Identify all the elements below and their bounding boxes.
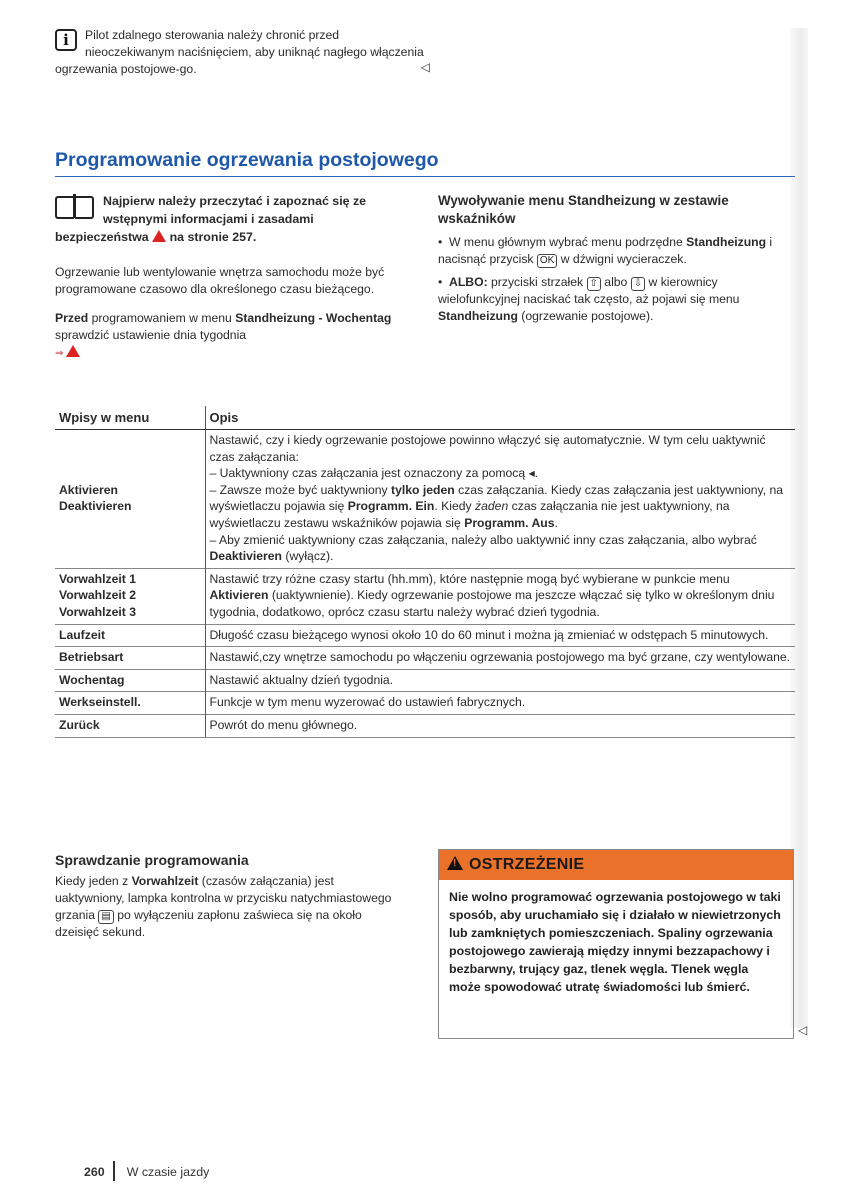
info-note [55,27,430,78]
table-cell-description: Nastawić,czy wnętrze samochodu po włączeniu ogrzewania postojowego ma być grzane, czy wentylowane. [205,647,795,670]
text: po wyłączeniu zapłonu zaświeca się na około dzeisięć sekund. [55,908,362,939]
section-end-marker-icon: ◁ [798,1023,808,1037]
page-footer [84,1161,384,1182]
bold-text: Aktivieren [209,588,269,603]
table-row [55,692,795,715]
text: czas załączania. Kiedy czas załączania jest uaktywniony, na wyświetlaczu pojawia się [209,482,784,514]
text: przyciski strzałek [487,275,587,289]
table-row [55,714,795,737]
bold-text: Standheizung - Wochentag [235,311,392,325]
check-day-paragraph [55,310,400,362]
text: – Aby zmienić uaktywniony czas załączania, należy albo uaktywnić inny czas załączania, albo wybrać [209,532,757,547]
list-item: • ALBO: przyciski strzałek ⇧ albo ⇩ w kierownicy wielofunkcyjnej naciskać tak często, aż pojawi się menu Standheizung (ogrzewanie postojowe). [438,275,740,323]
menu-call-column [438,192,788,325]
bold-text: Programm. Aus [464,515,555,530]
table-row [55,647,795,670]
text: Nastawić, czy i kiedy ogrzewanie postojowe powinno włączyć się automatycznie. W tym celu uaktywnić czas załączania: [209,433,766,464]
table-cell-description: Funkcje w tym menu wyzerować do ustawień fabrycznych. [205,692,795,715]
text: (wyłącz). [282,549,334,564]
text: Kiedy jeden z [55,874,132,888]
reference-arrow-icon[interactable]: ⇒ [55,348,64,359]
intro-lead [55,192,400,246]
term-text: Vorwahlzeit 1 [59,571,136,586]
text: programowaniem w menu [88,311,236,325]
bold-text: Przed [55,311,89,325]
term-text: Aktivieren [59,482,118,497]
info-note-text: Pilot zdalnego sterowania należy chronić przed nieoczekiwanym naciśnięciem, aby uniknąć nagłego włączenia ogrzewania postojowe-go. [55,28,424,76]
intro-column [55,192,400,362]
text: (ogrzewanie postojowe). [517,309,654,323]
bold-text: Vorwahlzeit [131,874,199,888]
term-text: Deaktivieren [59,499,132,514]
table-cell-term: Laufzeit [55,624,205,647]
warning-title: OSTRZEŻENIE [469,856,585,873]
warning-triangle-icon [152,230,166,242]
chapter-title: W czasie jazdy [126,1165,210,1179]
text: . [554,515,558,530]
book-icon [55,194,95,218]
list-item: • W menu głównym wybrać menu podrzędne Standheizung i nacisnąć przycisk OK w dźwigni wycieraczek. [438,235,773,266]
text: w kierownicy wielofunkcyjnej naciskać tak często, aż pojawi się menu [438,275,740,306]
page-number: 260 [84,1165,105,1179]
text: i nacisnąć przycisk [438,235,773,266]
text: w dźwigni wycieraczek. [557,252,687,266]
text: W menu głównym wybrać menu podrzędne [449,235,687,249]
info-icon: i [55,29,77,51]
table-cell-term [55,430,205,569]
table-cell-term: Wochentag [55,669,205,692]
intro-lead-text: Najpierw należy przeczytać i zapoznać się ze wstępnymi informacjami i zasadami bezpieczeństwa [55,194,367,244]
table-cell-description: Powrót do menu głównego. [205,714,795,737]
bold-text: Standheizung [438,309,518,323]
column-header-description: Opis [205,406,795,430]
table-cell-description: Nastawić aktualny dzień tygodnia. [205,669,795,692]
menu-call-heading: Wywoływanie menu Standheizung w zestawie wskaźników [438,193,729,226]
italic-text: żaden [475,499,509,514]
arrow-up-key-icon: ⇧ [587,277,601,291]
heating-button-icon: ▤ [98,910,113,924]
warning-body: Nie wolno programować ogrzewania postojowego w taki sposób, aby uruchamiało się i działało w niewietrzonych lub zamkniętych pomieszczeniach. Spaliny ogrzewania postojowego zawierają między innymi bezzapachowy i bezbarwny, trujący gaz, tlenek węgla. Tlenek węgla może spowodować utratę świadomości lub śmierć. [449,890,781,994]
text: – Zawsze może być uaktywniony [209,482,392,497]
text: (uaktywnienie). Kiedy ogrzewanie postojowe ma jeszcze włączać się tylko w określonym dniu tygodnia, dodatkowo, oprócz czasu startu należy wybrać dzień tygodnia. [209,588,775,619]
text: Nastawić trzy różne czasy startu (hh.mm), które następnie mogą być wybierane w punkcie menu [209,571,730,586]
table-cell-term [55,568,205,624]
text: (czasów załączania) jest uaktywniony, lampka kontrolna w przycisku natychmiastowego grzania [55,874,392,922]
bold-text: Programm. Ein [347,499,435,514]
check-programming-section [55,851,405,941]
term-text: Vorwahlzeit 3 [59,604,136,619]
warning-triangle-icon [447,856,463,870]
footer-separator [113,1161,115,1181]
table-cell-term: Betriebsart [55,647,205,670]
intro-lead-ref[interactable]: na stronie 257. [169,230,257,244]
section-title: Programowanie ogrzewania postojowego [55,148,795,177]
intro-paragraph: Ogrzewanie lub wentylowanie wnętrza samochodu może być programowane czasowo dla określonego czasu bieżącego. [55,265,385,296]
section-end-marker-icon: ◁ [420,60,430,74]
table-cell-term: Werkseinstell. [55,692,205,715]
text: . Kiedy [434,499,476,514]
table-cell-description: Długość czasu bieżącego wynosi około 10 do 60 minut i można ją zmieniać w odstępach 5 minutowych. [205,624,795,647]
table-row [55,669,795,692]
bold-text: Standheizung [686,235,767,249]
arrow-down-key-icon: ⇩ [631,277,645,291]
text: sprawdzić ustawienie dnia tygodnia [55,328,247,342]
term-text: Vorwahlzeit 2 [59,588,136,603]
table-header-row [55,406,795,430]
table-row [55,430,795,569]
bold-text: ALBO: [449,275,488,289]
text: czas załączania nie jest uaktywniony, na wyświetlaczu zestawu wskaźników pojawia się [209,499,730,530]
bold-text: tylko jeden [391,482,455,497]
menu-entries-table [55,406,795,738]
text: albo [600,275,631,289]
text: – Uaktywniony czas załączania jest oznaczony za pomocą ◂. [209,466,539,481]
check-programming-text [55,873,405,941]
ok-key-icon: OK [537,254,557,268]
table-cell-term: Zurück [55,714,205,737]
table-row [55,624,795,647]
table-cell-description [205,430,795,569]
table-row [55,568,795,624]
table-cell-description [205,568,795,624]
column-header-entries: Wpisy w menu [55,406,205,430]
warning-triangle-icon[interactable] [66,345,80,357]
check-programming-heading: Sprawdzanie programowania [55,852,249,868]
warning-box [438,849,794,1039]
bold-text: Deaktivieren [209,549,282,564]
warning-header [439,850,793,880]
